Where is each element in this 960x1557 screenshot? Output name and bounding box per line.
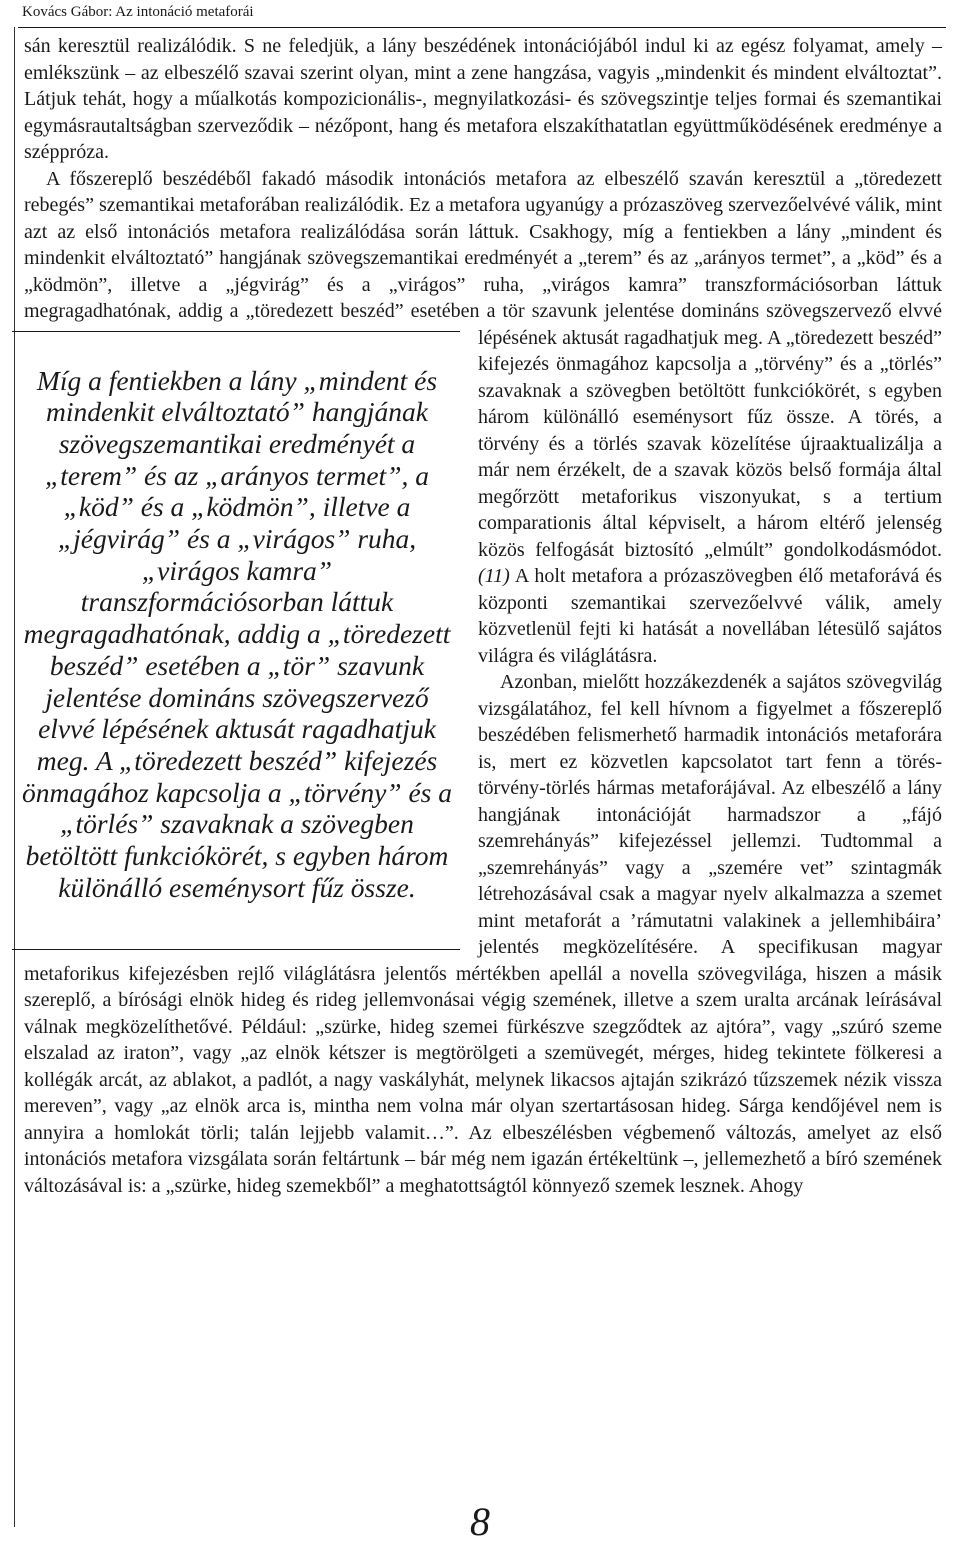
footnote-reference: (11) [478,565,510,587]
running-header: Kovács Gábor: Az intonáció metaforái [22,4,254,20]
header-rule [18,27,946,28]
paragraph-2-text: A főszereplő beszédéből fakadó második intonációs metafora az elbeszélő szaván keresztül a „töredezett rebegés” szemantikai metaforában realizálódik. Ez a metafora ugyanúgy a prózaszöveg szervezőelvévé válik, mint azt az első intonációs metafora realizálódása során láttuk. Csakhogy, míg a fentiekben a lány „mindent és mindenkit elváltoztató” hangjának szövegszemantikai eredményét a „terem” és az „arányos termet”, a „köd” és a „ködmön”, illetve a „jégvirág” és a „virágos” ruha, „virágos kamra” transzformációsorban láttuk megragadhatónak, addig a „töredezett beszéd” esetében a tör szavunk jelentése domináns szövegszervező elvvé lépésének aktusát ragadhatjuk meg. A „töredezett beszéd” kifejezés önmagához kapcsolja a „törvény” és a „törlés” szavaknak a szövegben betöltött funkciókörét, s egyben három különálló eseménysort fűz össze. A törés, a törvény és a törlés szavak közelítése újraaktualizálja a már nem érzékelt, de a szavak közös belső formája által megőrzött metaforikus viszonyukat, s a tertium comparationis által képviselt, a három eltérő jelenség közös felfogását biztosító „elmúlt” gondolkodásmódot. [24,168,942,561]
pull-quote-text: Míg a fentiekben a lány „mindent és mindenkit elváltoztató” hangjának szövegszemantikai eredményét a „terem” és az „arányos termet”, a „köd” és a „ködmön”, illetve a „jégvirág” és a „virágos” ruha, „virágos kamra” transzformációsorban láttuk megragadhatónak, addig a „töredezett beszéd” esetében a „tör” szavunk jelentése domináns szövegszervező elvvé lépésének aktusát ragadhatjuk meg. A „töredezett beszéd” kifejezés önmagához kapcsolja a „törvény” és a „törlés” szavaknak a szövegben betöltött funkciókörét, s egyben három különálló eseménysort fűz össze. [21,364,453,903]
paragraph-3: Azonban, mielőtt hozzákezdenék a sajátos szövegvilág vizsgálatához, fel kell hívnom a figyelmet a főszereplő beszédében felismerhető harmadik intonációs metaforára is, mert ez közvetlen kapcsolatot tart fenn a törés-törvény-törlés hármas metaforájával. Az elbeszélő a lány hangjának intonációját harmadszor a „fájó szemrehányás” kifejezéssel jellemzi. Tudtommal a „szemrehányás” vagy a „szemére vet” szintagmák létrehozásával csak a magyar nyelv alkalmazza a szemet mint metaforát a ’rámutatni valakinek a jellemhibáira’ jelentés megközelítésére. A specifikusan magyar metaforikus kifejezésben rejlő világlátásra jelentős mértékben apellál a novella szövegvilága, hiszen a másik szereplő, a bírósági elnök hideg és rideg jellemvonásai végig szemének, illetve a szem uralta arcának leírásával válnak megközelíthetővé. Például: „szürke, hideg szemei fürkészve szegződtek az ajtóra”, vagy „szúró szeme elszalad az iraton”, vagy „az elnök kétszer is megtörölgeti a szemüvegét, mérges, hideg tekintete fölkeresi a kollégák arcát, az ablakot, a padlót, a nagy vaskályhát, melynek likacsos ajtaján szikrázó tűzszemek nézik vissza mereven”, vagy „az elnök arca is, mintha nem volna már olyan szertartásosan hideg. Sárga kendőjével nem is annyira a homlokát törli; talán lejjebb valamit…”. Az elbeszélésben végbemenő változás, amelyet az első intonációs metafora vizsgálata során feltártunk – bár még nem igazán értékeltünk –, jellemezhető a bíró szemének változásával is: a „szürke, hideg szemekből” a meghatottságtól könnyező szemek lesznek. Ahogy [24,671,942,1197]
pull-quote-bottom-rule [12,949,460,950]
page-number: 8 [470,1499,490,1544]
paragraph-1: sán keresztül realizálódik. S ne feledjük, a lány beszédének intonációjából indul ki az egész folyamat, amely – emlékszünk – az elbeszélő szavai szerint olyan, mint a zene hangzása, vagyis „mindenkit és mindent elváltoztat”. Látjuk tehát, hogy a műalkotás kompozicionális-, megnyilatkozási- és szövegszintje teljes formai és szemantikai egymásrautaltságban szerveződik – nézőpont, hang és metafora elszakíthatatlan együttműködésének eredménye a széppróza. [24,35,942,163]
article-body [21,33,942,1199]
pull-quote [12,329,460,954]
paragraph-2-tail: A holt metafora a prózaszövegben élő metaforává és központi szemantikai szervezőelvvé válik, amely közvetlenül fejti ki hatását a novellában létesülő sajátos világra és világlátásra. [478,565,942,667]
pull-quote-top-rule [12,331,460,332]
